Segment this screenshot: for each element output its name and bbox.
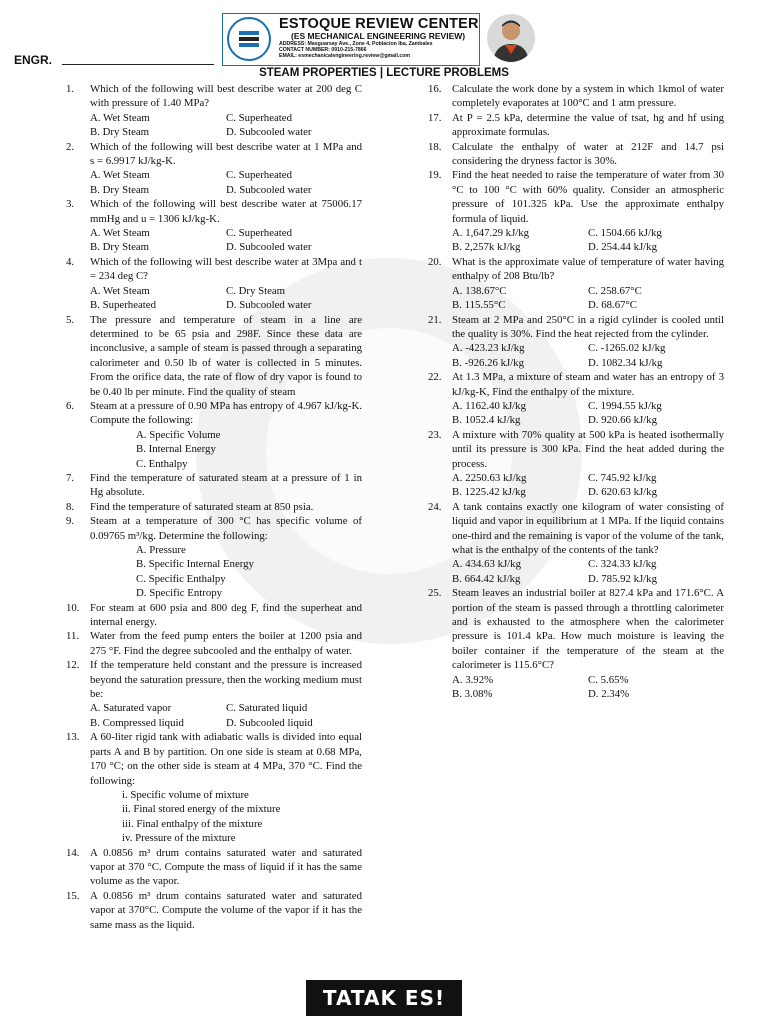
question-item [66, 658, 362, 730]
question-text [428, 168, 724, 226]
sub-part: D. Specific Entropy [136, 587, 223, 600]
question-body: Steam leaves an industrial boiler at 827.4 kPa and 171.6°C. A portion of the steam is passed through a throttling calorimeter and is exhausted to the atmosphere when the calorimeter pressure is 101.4 kPa. How much moisture is leaving the boiler container if the temperature of the steam at the calorimeter is 115.6°C? [452, 587, 724, 672]
answer-choice: D. Subcooled water [226, 183, 312, 196]
question-number: 15. [66, 889, 80, 902]
sub-part: A. Pressure [136, 544, 186, 556]
answer-choices [428, 673, 724, 702]
question-number: 1. [66, 83, 75, 95]
answer-choices [66, 701, 362, 730]
question-number: 25. [428, 587, 442, 600]
question-item [66, 500, 362, 514]
answer-choice: B. 115.55°C [452, 299, 506, 312]
question-text [66, 140, 362, 169]
question-text [66, 313, 362, 399]
question-body: Which of the following will best describe water at 3Mpa and t = 234 deg C? [90, 255, 362, 283]
question-text [66, 82, 362, 111]
question-text [66, 471, 362, 500]
question-text [66, 889, 362, 932]
question-text [66, 629, 362, 658]
sub-part: C. Enthalpy [136, 457, 188, 470]
question-text [428, 500, 724, 558]
question-number: 12. [66, 659, 80, 672]
question-item [428, 168, 724, 254]
answer-choice: C. -1265.02 kJ/kg [588, 342, 666, 355]
answer-choices [66, 284, 362, 313]
sub-part: B. Specific Internal Energy [136, 558, 254, 571]
right-column [428, 82, 724, 701]
answer-choice: C. 1504.66 kJ/kg [588, 227, 662, 240]
question-item [66, 313, 362, 399]
page-title: STEAM PROPERTIES | LECTURE PROBLEMS [259, 67, 509, 79]
answer-choices [428, 341, 724, 370]
question-number: 8. [66, 500, 75, 513]
question-number: 18. [428, 140, 442, 153]
answer-choices [428, 471, 724, 500]
question-number: 19. [428, 169, 442, 182]
answer-choice: C. Dry Steam [226, 284, 286, 297]
question-number: 7. [66, 471, 75, 484]
question-body: At P = 2.5 kPa, determine the value of tsat, hg and hf using approximate formulas. [452, 111, 724, 139]
question-item [66, 399, 362, 471]
question-text [66, 846, 362, 889]
answer-choice: B. 1225.42 kJ/kg [452, 486, 526, 499]
question-number: 9. [66, 515, 75, 528]
question-text [66, 255, 362, 284]
question-body: A 60-liter rigid tank with adiabatic walls is divided into equal parts A and B by partition. On one side is steam at 0.68 MPa, 170 °C; on the other side is steam at 4 MPa, 370 °C. Find the following: [90, 731, 362, 787]
answer-choice: C. 1994.55 kJ/kg [588, 399, 662, 412]
answer-choice: A. Wet Steam [90, 111, 150, 124]
answer-choice: B. 664.42 kJ/kg [452, 572, 521, 585]
question-item [66, 629, 362, 658]
question-text [428, 82, 724, 111]
answer-choices [66, 168, 362, 197]
answer-choice: B. -926.26 kJ/kg [452, 356, 524, 369]
answer-choice: A. 2250.63 kJ/kg [452, 471, 527, 484]
question-number: 13. [66, 731, 80, 744]
answer-choice: C. Superheated [226, 111, 292, 124]
center-name: ESTOQUE REVIEW CENTER [279, 16, 479, 32]
answer-choice: A. Wet Steam [90, 169, 150, 182]
question-body: Calculate the enthalpy of water at 212F and 14.7 psi considering the dryness factor is 30%. [452, 140, 724, 168]
question-body: What is the approximate value of temperature of water having enthalpy of 208 Btu/lb? [452, 255, 724, 283]
answer-choice: B. 3.08% [452, 688, 493, 701]
question-body: A tank contains exactly one kilogram of water consisting of liquid and vapor in equilibrium at 1 MPa. If the liquid contains one-third and the remaining is vapor of the volume of the tank, what is the enthalpy of the contents of the tank? [452, 500, 724, 556]
answer-choice: B. Dry Steam [90, 241, 150, 254]
answer-choices [66, 111, 362, 140]
answer-choices [66, 226, 362, 255]
answer-choice: D. 1082.34 kJ/kg [588, 356, 663, 369]
question-body: A 0.0856 m³ drum contains saturated water and saturated vapor at 370°C. Compute the volume of the vapor if it has the same mass as the liquid. [90, 889, 362, 931]
question-text [428, 255, 724, 284]
name-blank-line[interactable] [62, 64, 214, 65]
question-text [428, 428, 724, 471]
answer-choice: D. 785.92 kJ/kg [588, 572, 657, 585]
header-banner [222, 13, 480, 66]
answer-choice: A. 434.63 kJ/kg [452, 558, 521, 571]
question-item [66, 140, 362, 198]
answer-choice: B. Dry Steam [90, 126, 150, 139]
answer-choices [428, 557, 724, 586]
question-body: Find the heat needed to raise the temperature of water from 30 °C to 100 °C with 60% quality. Consider an atmospheric pressure of 101.325 kPa. Use the approximate enthalpy formula of liquid. [452, 169, 724, 225]
answer-choice: B. 2,257k kJ/kg [452, 241, 521, 254]
question-text [428, 313, 724, 342]
answer-choice: B. Compressed liquid [90, 716, 184, 729]
question-body: Steam at 2 MPa and 250°C in a rigid cylinder is cooled until the quality is 30%. Find the heat rejected from the cylinder. [452, 313, 724, 340]
review-center-logo [227, 17, 271, 61]
question-item [428, 140, 724, 169]
question-item [428, 82, 724, 111]
answer-choice: D. 2.34% [588, 688, 630, 701]
question-text [66, 399, 362, 428]
sub-part: iii. Final enthalpy of the mixture [122, 817, 263, 830]
question-number: 6. [66, 399, 75, 412]
book-stack-icon [234, 24, 264, 54]
question-text [428, 370, 724, 399]
question-item [66, 197, 362, 255]
question-item [428, 500, 724, 586]
question-item [66, 730, 362, 845]
question-text [428, 140, 724, 169]
answer-choice: A. 1,647.29 kJ/kg [452, 227, 530, 240]
answer-choice: A. 3.92% [452, 673, 494, 686]
question-body: Which of the following will best describe water at 200 deg C with pressure of 1.40 MPa? [90, 83, 362, 110]
answer-choices [428, 399, 724, 428]
sub-part: ii. Final stored energy of the mixture [122, 803, 281, 816]
answer-choice: C. Superheated [226, 227, 292, 240]
answer-choice: D. Subcooled water [226, 241, 312, 254]
answer-choice: D. 254.44 kJ/kg [588, 241, 657, 254]
question-body: A 0.0856 m³ drum contains saturated water and saturated vapor at 370 °C. Compute the mass of liquid if it has the same volume as the vapor. [90, 846, 362, 888]
question-text [66, 658, 362, 701]
question-body: Calculate the work done by a system in which 1kmol of water completely evaporates at 100°C and 1 atm pressure. [452, 83, 724, 110]
question-item [428, 255, 724, 313]
question-text [66, 197, 362, 226]
answer-choice: C. 5.65% [588, 673, 629, 686]
question-body: Find the temperature of saturated steam at a pressure of 1 in Hg absolute. [90, 471, 362, 499]
answer-choice: D. Subcooled water [226, 126, 312, 139]
question-body: Steam at a pressure of 0.90 MPa has entropy of 4.967 kJ/kg-K. Compute the following: [90, 399, 362, 427]
question-number: 4. [66, 255, 75, 268]
question-item [66, 514, 362, 600]
question-text [66, 601, 362, 630]
answer-choice: B. Dry Steam [90, 183, 150, 196]
question-body: Water from the feed pump enters the boiler at 1200 psia and 275 °F. Find the degree subcooled and the enthalpy of water. [90, 630, 362, 657]
question-text [66, 730, 362, 788]
answer-choice: B. 1052.4 kJ/kg [452, 414, 521, 427]
question-number: 22. [428, 371, 442, 384]
answer-choice: B. Superheated [90, 299, 156, 312]
question-number: 5. [66, 313, 75, 326]
sub-part: i. Specific volume of mixture [122, 788, 249, 801]
answer-choice: A. 138.67°C [452, 284, 507, 297]
question-number: 10. [66, 601, 80, 614]
question-item [428, 111, 724, 140]
center-email: EMAIL: esmechanicalengineering.review@gmail.com [279, 53, 411, 59]
question-body: Find the temperature of saturated steam at 850 psia. [90, 500, 314, 513]
question-body: Which of the following will best describe water at 1 MPa and s = 6.9917 kJ/kg-K. [90, 140, 362, 168]
answer-choice: D. 920.66 kJ/kg [588, 414, 657, 427]
answer-choice: D. 68.67°C [588, 299, 638, 312]
answer-choices [428, 226, 724, 255]
question-body: Steam at a temperature of 300 °C has specific volume of 0.09765 m³/kg. Determine the following: [90, 515, 362, 542]
answer-choice: A. 1162.40 kJ/kg [452, 399, 526, 412]
question-number: 17. [428, 111, 442, 124]
question-item [66, 255, 362, 313]
question-number: 20. [428, 255, 442, 268]
question-body: The pressure and temperature of steam in a line are determined to be 65 psia and 298F. Since these data are inconclusive, a sample of steam is passed through a separating calorimeter and 0.50 lb of water is collected in 5 minutes. From the orifice data, the rate of flow of dry vapor is found to be 0.40 lb per minute. Find the quality of steam [90, 313, 362, 398]
answer-choice: A. Wet Steam [90, 227, 150, 240]
question-item [66, 889, 362, 932]
question-body: Which of the following will best describe water at 75006.17 mmHg and u = 1306 kJ/kg-K. [90, 198, 362, 225]
instructor-avatar [487, 14, 535, 62]
question-body: If the temperature held constant and the pressure is increased beyond the saturation pressure, then the working medium must be: [90, 659, 362, 701]
center-contact: CONTACT NUMBER: 0910-215-7866 [279, 47, 367, 53]
answer-choice: A. -423.23 kJ/kg [452, 342, 525, 355]
answer-choices [428, 284, 724, 313]
left-column [66, 82, 362, 932]
question-item [428, 370, 724, 428]
question-body: For steam at 600 psia and 800 deg F, find the superheat and internal energy. [90, 601, 362, 629]
center-subtitle: (ES MECHANICAL ENGINEERING REVIEW) [291, 31, 466, 41]
answer-choice: C. Superheated [226, 169, 292, 182]
sub-part: B. Internal Energy [136, 443, 216, 456]
question-text [428, 111, 724, 140]
answer-choice: D. Subcooled liquid [226, 716, 313, 729]
question-text [428, 586, 724, 672]
answer-choice: C. 258.67°C [588, 284, 642, 297]
question-number: 24. [428, 500, 442, 513]
answer-choice: C. 324.33 kJ/kg [588, 558, 657, 571]
answer-choice: C. Saturated liquid [226, 702, 308, 715]
question-item [428, 313, 724, 371]
footer-badge: TATAK ES! [306, 980, 462, 1016]
answer-choice: A. Saturated vapor [90, 702, 172, 715]
question-item [66, 82, 362, 140]
question-item [66, 846, 362, 889]
answer-choice: D. Subcooled water [226, 299, 312, 312]
question-text [66, 500, 362, 514]
engr-label: ENGR. [14, 53, 53, 67]
sub-part: A. Specific Volume [136, 428, 221, 441]
question-number: 16. [428, 83, 442, 95]
question-body: At 1.3 MPa, a mixture of steam and water has an entropy of 3 kJ/kg-K, Find the enthalpy of the mixture. [452, 371, 724, 398]
question-body: A mixture with 70% quality at 500 kPa is heated isothermally until its pressure is 300 kPa. Find the heat added during the process. [452, 428, 724, 470]
center-address: ADDRESS: Masguarsay Ave., Zone 4, Poblacion Iba, Zambales [279, 41, 433, 47]
question-number: 23. [428, 428, 442, 441]
question-number: 11. [66, 630, 80, 643]
question-number: 3. [66, 198, 75, 211]
question-item [66, 601, 362, 630]
question-text [66, 514, 362, 543]
question-item [428, 586, 724, 701]
question-item [66, 471, 362, 500]
question-item [428, 428, 724, 500]
sub-part: C. Specific Enthalpy [136, 572, 226, 585]
answer-choice: C. 745.92 kJ/kg [588, 471, 657, 484]
answer-choice: A. Wet Steam [90, 284, 150, 297]
question-number: 2. [66, 140, 75, 153]
question-number: 14. [66, 846, 80, 859]
question-number: 21. [428, 313, 442, 326]
sub-part: iv. Pressure of the mixture [122, 832, 236, 845]
answer-choice: D. 620.63 kJ/kg [588, 486, 657, 499]
